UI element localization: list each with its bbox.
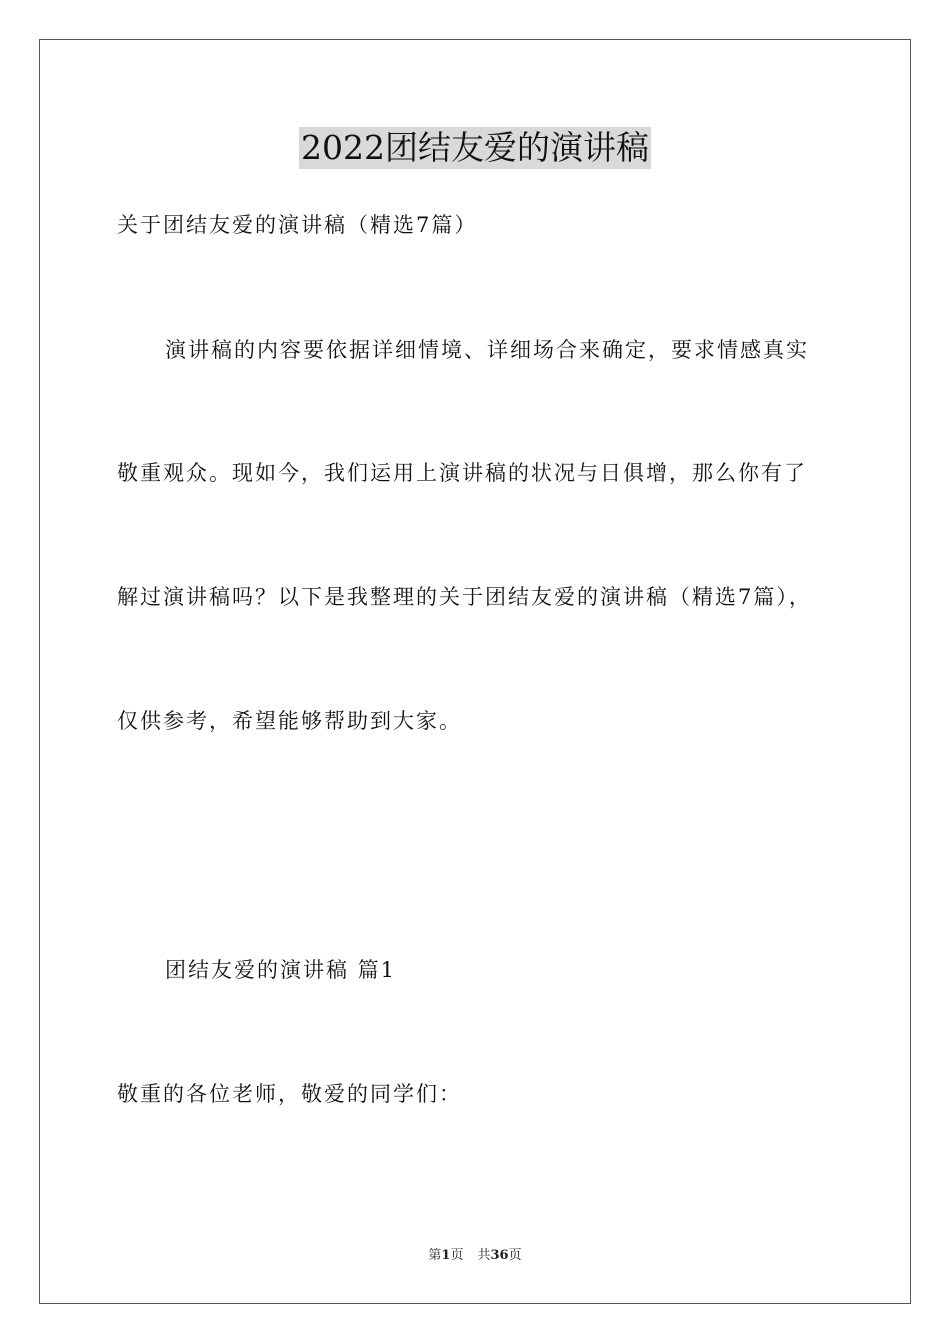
paragraph-line: 解过演讲稿吗？以下是我整理的关于团结友爱的演讲稿（精选7篇），: [117, 585, 812, 609]
total-suffix: 页: [508, 1248, 522, 1263]
paragraph-line: 敬重观众。现如今，我们运用上演讲稿的状况与日俱增，那么你有了: [117, 461, 807, 485]
document-title: 2022团结友爱的演讲稿: [301, 128, 649, 167]
title-container: [0, 127, 950, 169]
paragraph-line: 仅供参考，希望能够帮助到大家。: [117, 709, 462, 733]
paragraph-line: 演讲稿的内容要依据详细情境、详细场合来确定，要求情感真实: [165, 338, 809, 362]
document-subtitle: 关于团结友爱的演讲稿（精选7篇）: [117, 213, 478, 237]
page-suffix: 页: [450, 1248, 464, 1263]
page-prefix: 第: [428, 1248, 442, 1263]
page-number: 1: [441, 1248, 451, 1263]
page-footer: [0, 1247, 950, 1265]
salutation: 敬重的各位老师，敬爱的同学们：: [117, 1082, 462, 1106]
total-pages: 36: [490, 1248, 509, 1263]
section-heading: 团结友爱的演讲稿 篇1: [165, 958, 397, 982]
total-prefix: 共: [477, 1248, 491, 1263]
